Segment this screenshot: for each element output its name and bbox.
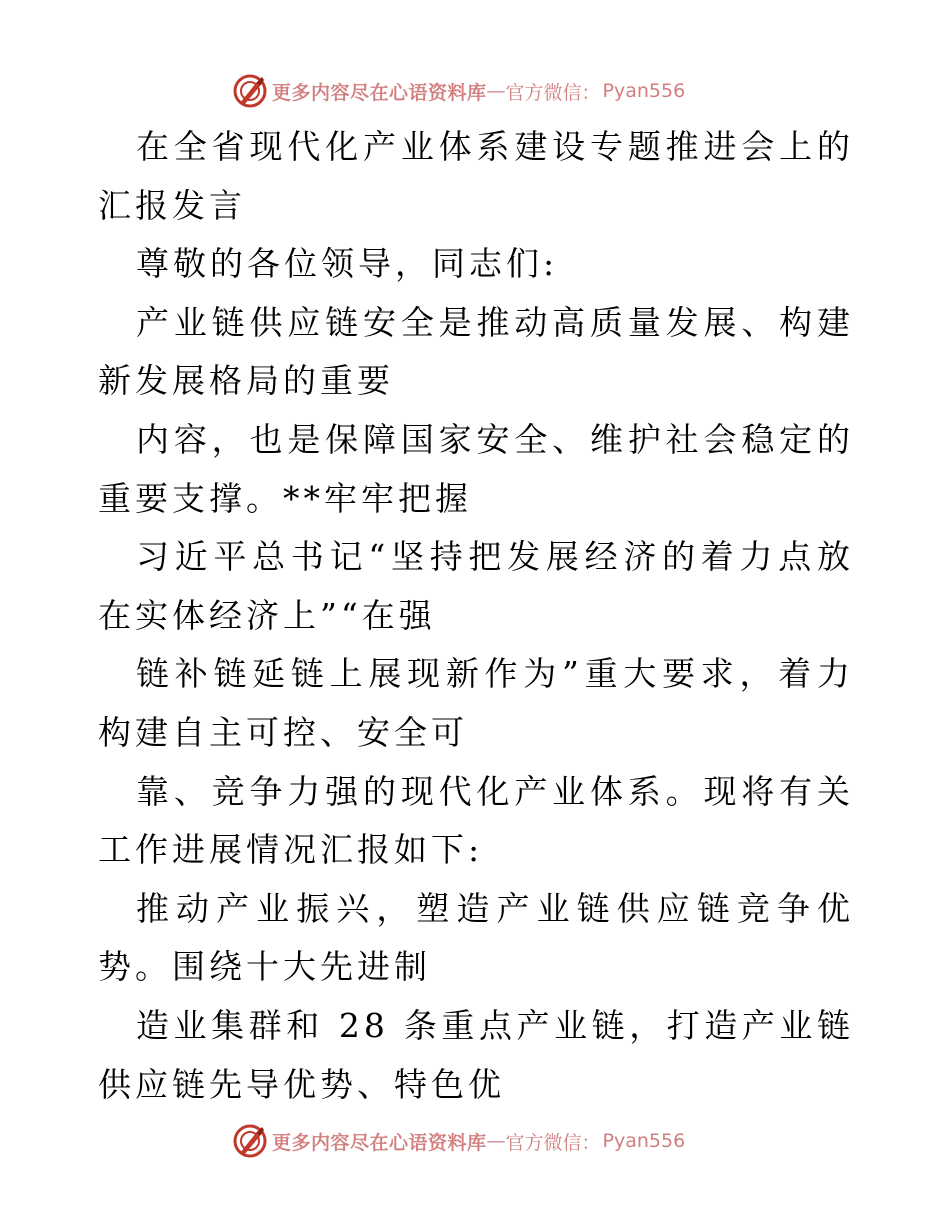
watermark-wechat-id: Pyan556 (602, 80, 686, 102)
watermark-wechat-label: 官方微信： (505, 81, 601, 104)
paragraph: 靠、竞争力强的现代化产业体系。现将有关工作进展情况汇报如下: (98, 771, 854, 870)
paragraph: 造业集群和 28 条重点产业链，打造产业链供应链先导优势、特色优 (98, 1005, 854, 1104)
salutation: 尊敬的各位领导，同志们: (136, 244, 559, 284)
watermark-separator: — (486, 80, 506, 102)
quill-pen-logo-icon (232, 73, 268, 109)
watermark-wechat-label: 官方微信： (505, 1131, 601, 1154)
watermark-wechat-id: Pyan556 (602, 1130, 686, 1152)
quill-pen-logo-icon (232, 1123, 268, 1159)
document-title: 在全省现代化产业体系建设专题推进会上的汇报发言 (98, 127, 854, 225)
document-body (98, 118, 854, 1114)
watermark-separator: — (486, 1130, 506, 1152)
paragraph: 习近平总书记“坚持把发展经济的着力点放在实体经济上”“在强 (98, 537, 854, 635)
paragraph: 链补链延链上展现新作为”重大要求，着力构建自主可控、安全可 (98, 654, 854, 752)
footer-watermark (232, 1121, 685, 1161)
paragraph: 内容，也是保障国家安全、维护社会稳定的重要支撑。**牢牢把握 (98, 419, 854, 518)
paragraph: 推动产业振兴，塑造产业链供应链竞争优势。围绕十大先进制 (98, 888, 854, 987)
header-watermark (232, 71, 685, 111)
watermark-site-text: 更多内容尽在心语资料库 (272, 81, 487, 104)
paragraph: 产业链供应链安全是推动高质量发展、构建新发展格局的重要 (98, 302, 854, 401)
watermark-site-text: 更多内容尽在心语资料库 (272, 1131, 487, 1154)
